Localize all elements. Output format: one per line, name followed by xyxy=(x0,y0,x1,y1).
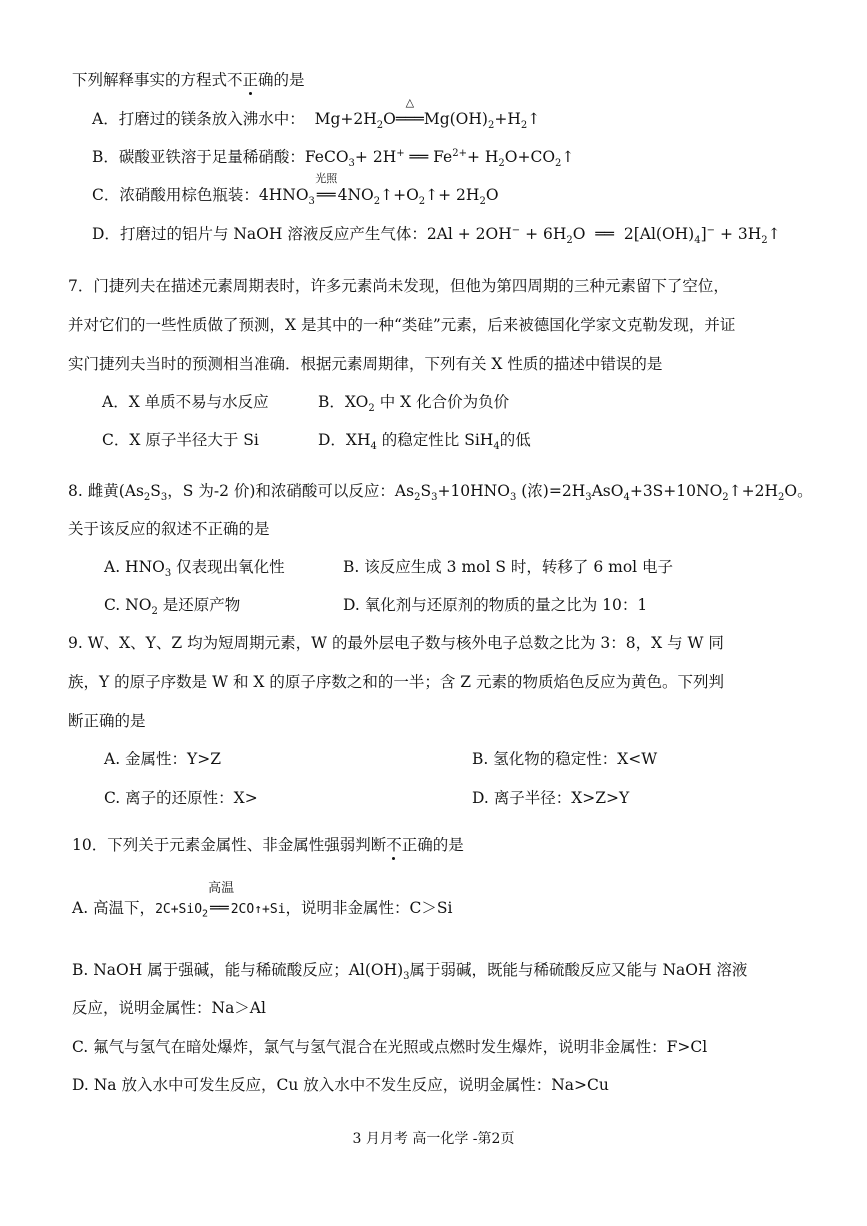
q6-stem: 下列解释事实的方程式不正确的是 xyxy=(72,71,305,89)
q10-option-a: A. 高温下，2C+SiO$_2$ 高温 ══ 2CO↑+Si，说明非金属性：C＞Si xyxy=(72,881,453,920)
q7-line-3: 实门捷列夫当时的预测相当准确．根据元素周期律，下列有关 X 性质的描述中错误的是 xyxy=(68,355,663,373)
q7-option-a: A．X 单质不易与水反应 xyxy=(102,393,269,411)
q8-line-2: 关于该反应的叙述不正确的是 xyxy=(68,520,270,538)
q10-option-b-line-1: B. NaOH 属于强碱，能与稀硫酸反应；$Al(OH)_3$属于弱碱，既能与稀硫酸反应又能与 NaOH 溶液 xyxy=(72,961,748,983)
q7-line-2: 并对它们的一些性质做了预测，X 是其中的一种“类硅”元素，后来被德国化学家文克勒发现，并证 xyxy=(68,316,736,334)
q9-line-2: 族，Y 的原子序数是 W 和 X 的原子序数之和的一半；含 Z 元素的物质焰色反应为黄色。下列判 xyxy=(68,673,724,691)
q7-option-d: D．$XH_4$ 的稳定性比 SiH$_4$的低 xyxy=(318,431,531,453)
q9-option-a: A. 金属性：Y>Z xyxy=(104,750,222,768)
q10-option-d: D. Na 放入水中可发生反应，Cu 放入水中不发生反应，说明金属性：Na>Cu xyxy=(72,1076,609,1094)
page-footer: 3 月月考 高一化学 -第2页 xyxy=(352,1131,515,1147)
q7-option-b: B．$XO_2$ 中 X 化合价为负价 xyxy=(318,393,510,415)
q8-option-a: A. $HNO_3$ 仅表现出氧化性 xyxy=(104,558,285,580)
q9-line-1: 9. W、X、Y、Z 均为短周期元素，W 的最外层电子数与核外电子总数之比为 3：8，X 与 W 同 xyxy=(68,634,724,652)
q7-option-c: C．X 原子半径大于 Si xyxy=(102,431,259,449)
q8-line-1: 8. 雌黄($As_2S_3$，S 为-2 价)和浓硝酸可以反应：$As_2S_3+10HNO_3$ (浓)$=2H_3AsO_4+3S+10NO_2↑+2H_2O$。 xyxy=(68,482,813,504)
q9-option-d: D. 离子半径：X>Z>Y xyxy=(472,789,630,807)
q8-option-b: B. 该反应生成 3 mol S 时，转移了 6 mol 电子 xyxy=(343,558,674,576)
q8-option-c: C. $NO_2$ 是还原产物 xyxy=(104,596,241,618)
q9-option-c: C. 离子的还原性：X> xyxy=(104,789,258,807)
q10-option-b-line-2: 反应，说明金属性：Na＞Al xyxy=(72,999,266,1017)
q6-option-d: D．打磨过的铝片与 NaOH 溶液反应产生气体：$2Al + 2OH^- + 6H_2O$ ══ $2[Al(OH)_4]^-$ + $3H_2↑$ xyxy=(92,224,781,247)
q9-line-3: 断正确的是 xyxy=(68,712,146,730)
q6-option-a: A．打磨过的镁条放入沸水中： $Mg+2H_2O$ △ $═══Mg(OH)_2+H_2↑$ xyxy=(92,96,541,132)
q7-line-1: 7．门捷列夫在描述元素周期表时，许多元素尚未发现，但他为第四周期的三种元素留下了空位， xyxy=(68,277,729,295)
q9-option-b: B. 氢化物的稳定性：X<W xyxy=(472,750,658,768)
q10-option-c: C. 氟气与氢气在暗处爆炸，氯气与氢气混合在光照或点燃时发生爆炸，说明非金属性：F>Cl xyxy=(72,1038,708,1056)
q6-option-b: B．碳酸亚铁溶于足量稀硝酸：FeCO$_3$+ 2H+ ══ $Fe^{2+}+$ $H_2O+CO_2↑$ xyxy=(92,147,575,170)
q8-option-d: D. 氧化剂与还原剂的物质的量之比为 10：1 xyxy=(343,596,648,614)
q10-stem: 10．下列关于元素金属性、非金属性强弱判断不正确的是 xyxy=(72,836,464,854)
q6-option-c: C．浓硝酸用棕色瓶装：$4HNO_3$ 光照 ══ $4NO_2↑+O_2↑+ 2H_2O$ xyxy=(92,172,499,208)
